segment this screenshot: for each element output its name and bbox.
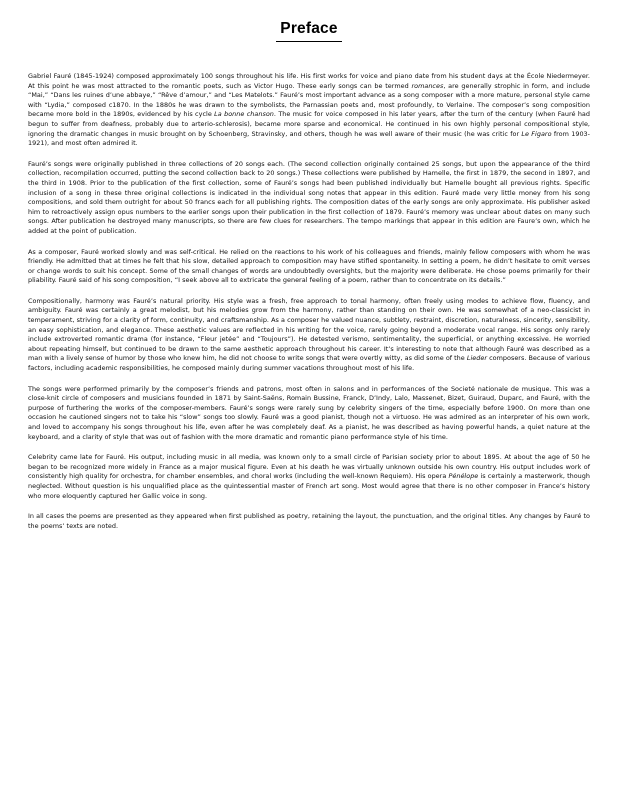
paragraph-5 (28, 385, 590, 443)
paragraph-text: Fauré’s songs were originally published in three collections of 20 songs each. (The second collection originally contained 25 songs, but upon the appearance of the third collection, recompilation occurred, putting the second collection back to 20 songs.) These collections were published by Hamelle, the first in 1879, the second in 1897, and the third in 1908. Prior to the publication of the first collection, some of Fauré’s songs had been published individually but Hamelle bought all previous rights. Specific inclusion of a song in these three original collections is indicated in the individual song notes that appear in this edition. Fauré made very little money from his song compositions, and sold them outright for about 50 francs each for all publishing rights. The composition dates of the early songs are only approximate. His publisher asked him to retroactively assign opus numbers to the earlier songs upon their publication in the first collection of 1879. Fauré’s memory was unclear about dates on many such songs. After publication he destroyed many manuscripts, so there are few clues for researchers. The tempo markings that appear in this edition are Faure’s own, which he added at the point of publication. (28, 159, 590, 235)
italic-title-text: romances (411, 81, 444, 90)
paragraph-text: from 1903-1921), and most often admired it. (28, 129, 591, 148)
paragraph-text: The songs were performed primarily by the composer’s friends and patrons, most often in salons and in performances of the Societé nationale de musique. This was a close-knit circle of composers and musicians founded in 1871 by Saint-Saëns, Romain Bussine, Franck, D’Indy, Lalo, Massenet, Bizet, Guiraud, Duparc, and Fauré, with the purpose of furthering the works of the composer-members. Fauré’s songs were rarely sung by celebrity singers of the time, especially before 1900. On more than one occasion he cautioned singers not to take his “slow” songs too slowly. Fauré was a good pianist, though not a virtuoso. He was admired as an interpreter of his own work, and loved to accompany his songs throughout his life, even after he was completely deaf. As a pianist, he was described as having powerful hands, a quiet nature at the keyboard, and a clarity of style that was out of fashion with the more dramatic and romantic piano performance style of his time. (28, 384, 590, 441)
paragraph-text: composers. Because of various factors, including academic responsibilities, he composed mainly during summer vacations throughout most of his life. (28, 354, 590, 373)
paragraph-text: As a composer, Fauré worked slowly and was self-critical. He relied on the reactions to his work of his colleagues and friends, mainly fellow composers with whom he was friendly. He admitted that at times he felt that his slow, detailed approach to composition may have stifled spontaneity. In setting a poem, he didn’t hesitate to omit verses or change words to suit his concept. Some of the small changes of words are undoubtedly oversights, but the majority were deliberate. He chose poems primarily for their pliability. Fauré said of his song composition, “I seek above all to extricate the general feeling of a poem, rather than to concentrate on its details.” (28, 247, 590, 285)
italic-title-text: Le Figaro (521, 129, 552, 138)
paragraph-text: In all cases the poems are presented as they appeared when first published as poetry, retaining the layout, the punctuation, and the original titles. Any changes by Fauré to the poems’ texts are noted. (28, 512, 590, 530)
italic-title-text: Lieder (466, 354, 487, 363)
italic-title-text: La bonne chanson (214, 110, 274, 119)
paragraph-6 (28, 453, 590, 501)
paragraph-7 (28, 512, 590, 531)
paragraph-3 (28, 248, 590, 286)
italic-title-text: Pénélope (448, 472, 479, 481)
paragraph-4 (28, 297, 590, 374)
paragraph-text: is certainly a masterwork, though neglected. Without question is his unqualified place as the quintessential master of French art song. Most would agree that there is no other composer in France’s history who more eloquently captured her Gallic voice in song. (28, 472, 590, 500)
paragraph-text: Gabriel Fauré (1845-1924) composed approximately 100 songs throughout his life. His first works for voice and piano date from his student days at the École Niedermeyer. At this point he was most attracted to the romantic poets, such as Victor Hugo. These early songs can be termed (28, 72, 590, 90)
paragraph-text: Celebrity came late for Fauré. His output, including music in all media, was known only to a small circle of Parisian society prior to about 1895. At about the age of 50 he began to be recognized more widely in France as a major musical figure. Even at his death he was virtually unknown outside his own country. His output includes work of consistently high quality for orchestra, for chamber ensembles, and choral works (including the well-known Requiem). His opera (28, 453, 590, 481)
paragraph-1 (28, 72, 590, 149)
paragraph-text: . The music for voice composed in his later years, after the turn of the century (when Fauré had begun to suffer from deafness, probably due to arterio-schlerosis), became more sparse and economical. He continued in his own highly personal compositional style, ignoring the dramatic changes in music brought on by Schoenberg, Stravinsky, and others, though he was well aware of their music (he was critic for (28, 110, 590, 138)
preface-body (28, 72, 590, 531)
paragraph-text: Compositionally, harmony was Fauré’s natural priority. His style was a fresh, free approach to tonal harmony, often freely using modes to achieve flow, fluency, and ambiguity. Fauré was certainly a great melodist, but his melodies grow from the harmony, rather than standing on their own. He was somewhat of a neo-classicist in temperament, striving for a clarity of form, continuity, and craftsmanship. As a composer he valued nuance, subtlety, restraint, discretion, naturalness, sincerity, sensibility, an easy sophistication, and elegance. These aesthetic values are reflected in his writing for the voice, rarely going beyond a moderate vocal range. His songs only rarely include extroverted romantic drama (for instance, “Fleur jetée” and “Toujours”). He detested verismo, sentimentality, the superficial, or anything excessive. He worried about repeating himself, but continued to be drawn to the same aesthetic approach throughout his career. It’s interesting to note that although Fauré was described as a man with a lively sense of humor by those who knew him, he did not choose to write songs that were overtly witty, as did some of the (28, 296, 590, 363)
page-title: Preface (276, 20, 341, 42)
paragraph-2 (28, 160, 590, 237)
paragraph-text: , are generally strophic in form, and include “Mai,” “Dans les ruines d’une abbaye,” “Rêve d’amour,” and “Les Matelots.” Fauré’s most important advance as a song composer with a more mature, personal style came with “Lydia,” composed c1870. In the 1880s he was drawn to the symbolists, the Parnassian poets and, most profoundly, to Verlaine. The composer’s song composition became more bold in the 1890s, evidenced by his cycle (28, 81, 590, 119)
title-wrap (28, 18, 590, 42)
